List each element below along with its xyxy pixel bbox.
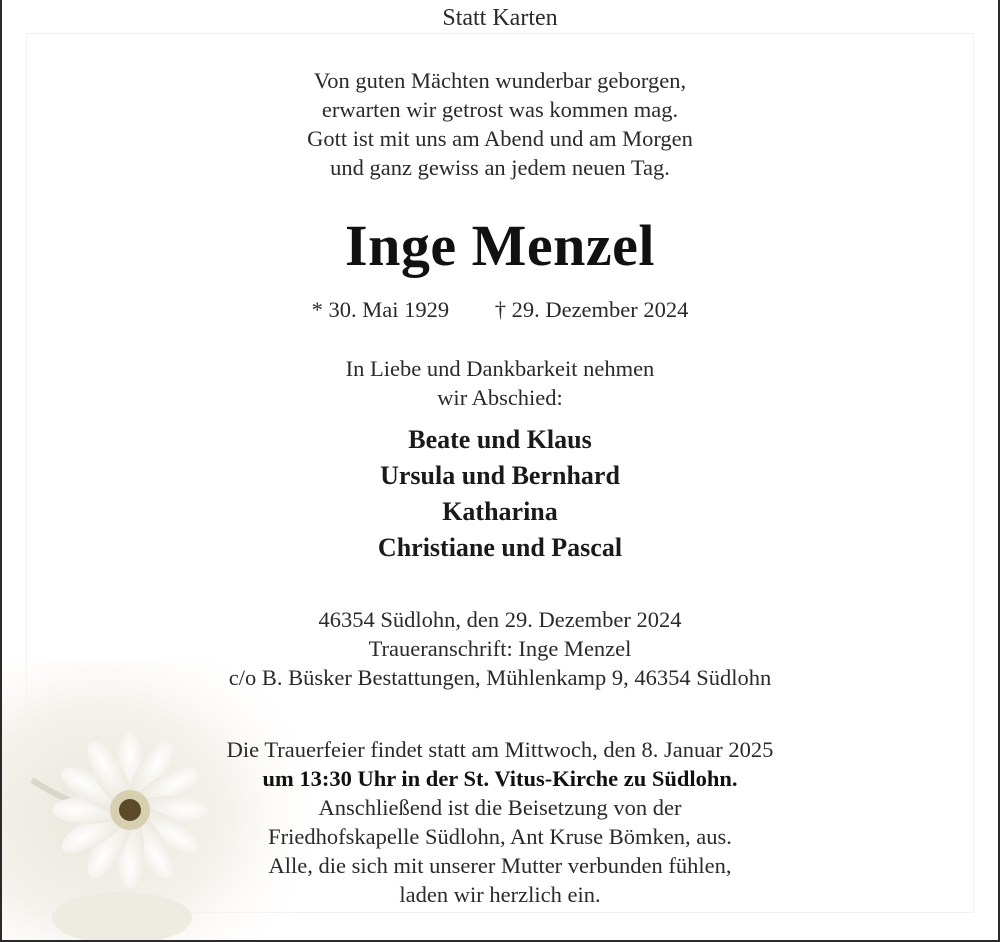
intro-line: In Liebe und Dankbarkeit nehmen: [345, 356, 655, 381]
funeral-service-info: [68, 735, 932, 909]
address-line: Traueranschrift: Inge Menzel: [368, 636, 632, 661]
address-line: 46354 Südlohn, den 29. Dezember 2024: [318, 607, 682, 632]
family-member: Ursula und Bernhard: [380, 461, 620, 490]
service-line: Friedhofskapelle Südlohn, Ant Kruse Bömken, aus.: [268, 824, 732, 849]
service-line: laden wir herzlich ein.: [399, 882, 601, 907]
service-line: Die Trauerfeier findet statt am Mittwoch, den 8. Januar 2025: [226, 737, 774, 762]
poem-line: Von guten Mächten wunderbar geborgen,: [313, 68, 687, 93]
poem: [0, 66, 1000, 182]
family-member: Christiane und Pascal: [377, 533, 623, 562]
statt-karten-header: Statt Karten: [442, 5, 558, 31]
mourning-address: [0, 605, 1000, 692]
life-dates: [0, 297, 1000, 323]
birth-date: * 30. Mai 1929: [311, 297, 450, 322]
family-member: Katharina: [442, 497, 558, 526]
service-time-location: um 13:30 Uhr in der St. Vitus-Kirche zu Südlohn.: [262, 766, 738, 791]
death-date: † 29. Dezember 2024: [494, 297, 689, 322]
address-line: c/o B. Büsker Bestattungen, Mühlenkamp 9, 46354 Südlohn: [228, 665, 772, 690]
intro-line: wir Abschied:: [437, 385, 563, 410]
family-member: Beate und Klaus: [408, 425, 592, 454]
farewell-intro: [0, 354, 1000, 412]
deceased-name: Inge Menzel: [345, 213, 655, 278]
poem-line: erwarten wir getrost was kommen mag.: [321, 97, 679, 122]
service-line: Alle, die sich mit unserer Mutter verbunden fühlen,: [268, 853, 732, 878]
family-names: [0, 422, 1000, 566]
service-line: Anschließend ist die Beisetzung von der: [318, 795, 682, 820]
poem-line: Gott ist mit uns am Abend und am Morgen: [307, 126, 693, 151]
poem-line: und ganz gewiss an jedem neuen Tag.: [330, 155, 670, 180]
